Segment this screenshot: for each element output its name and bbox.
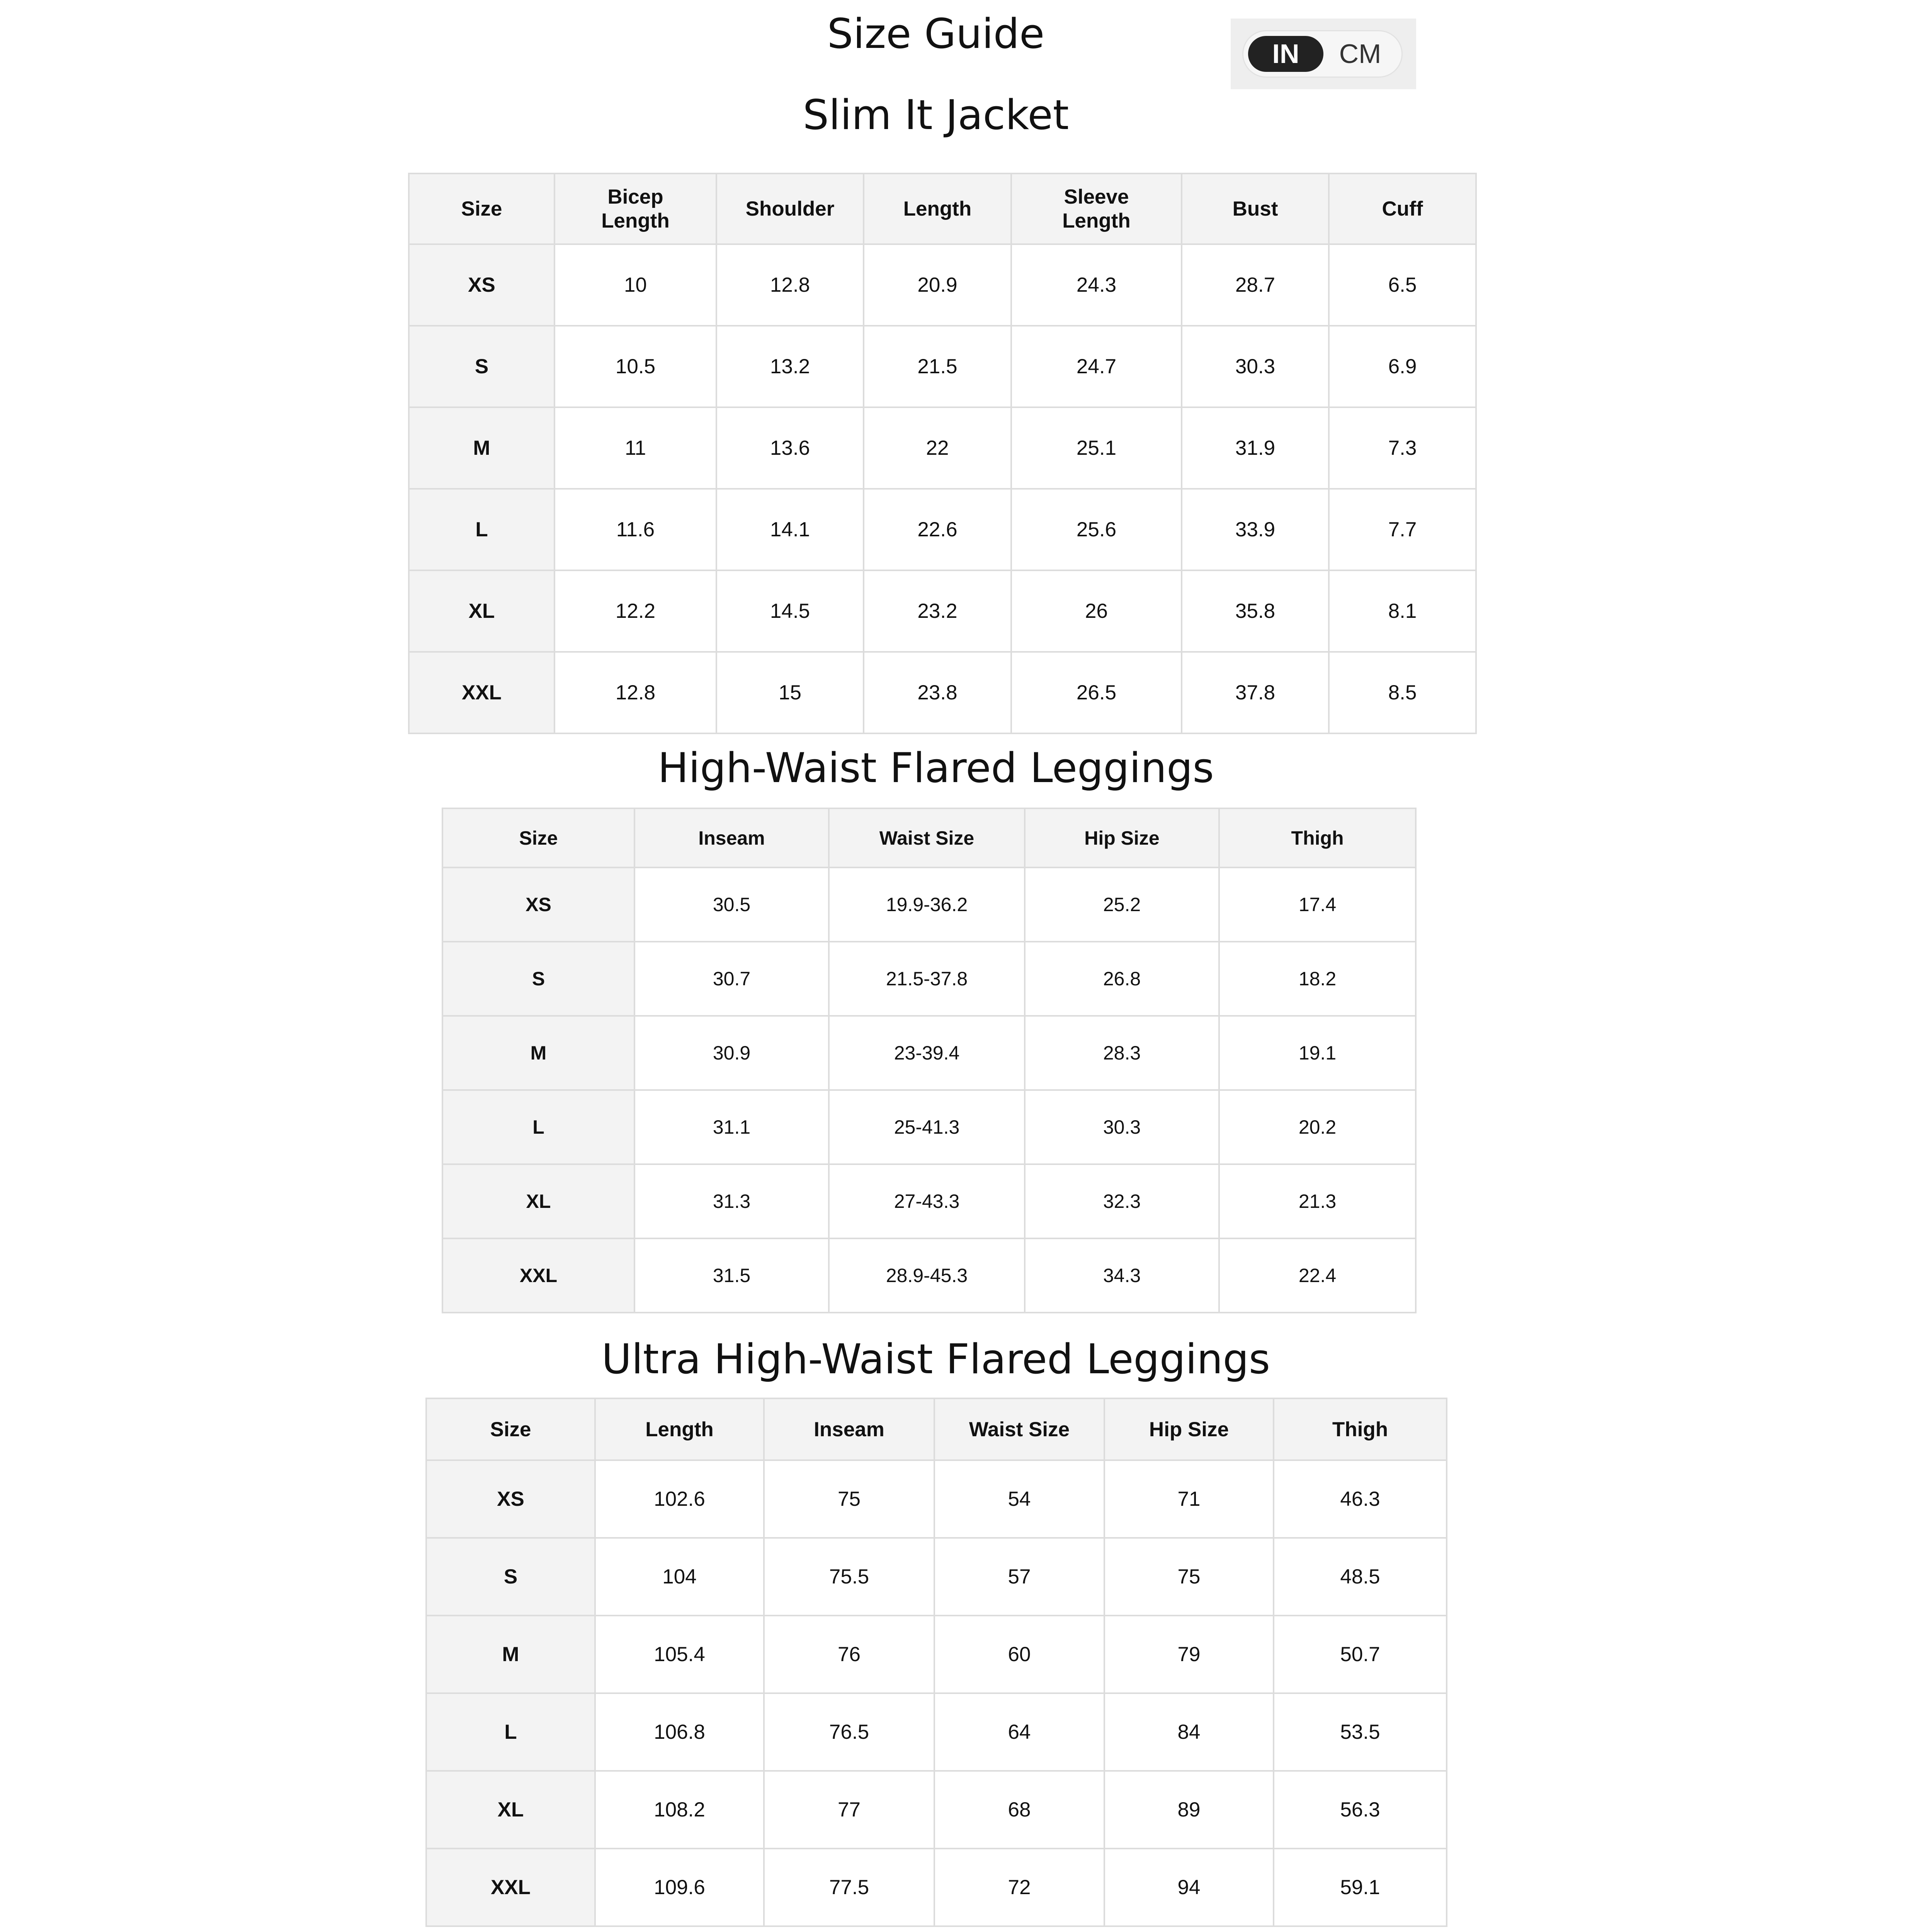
table-cell: 32.3 xyxy=(1025,1164,1219,1238)
table-cell: 18.2 xyxy=(1219,942,1416,1016)
table-cell: 30.5 xyxy=(634,867,829,942)
table-cell: 77 xyxy=(764,1771,934,1849)
unit-toggle xyxy=(1231,19,1416,89)
table-cell: 71 xyxy=(1104,1460,1274,1538)
page-title: Size Guide xyxy=(827,10,1045,58)
table-cell: 15 xyxy=(716,652,864,733)
table-cell: 21.5 xyxy=(864,326,1011,407)
table-cell: 31.9 xyxy=(1182,407,1329,489)
table-cell: 7.7 xyxy=(1329,489,1476,570)
table-row xyxy=(409,407,1476,489)
unit-toggle-track xyxy=(1242,30,1403,78)
column-header: Thigh xyxy=(1219,808,1416,867)
table-cell: 6.5 xyxy=(1329,244,1476,326)
table-cell: 53.5 xyxy=(1274,1693,1447,1771)
table-cell: 22.4 xyxy=(1219,1238,1416,1313)
table-cell: 26.5 xyxy=(1011,652,1182,733)
column-header: Waist Size xyxy=(934,1398,1104,1460)
size-cell: XL xyxy=(409,570,554,652)
column-header: Inseam xyxy=(764,1398,934,1460)
table-cell: 28.9-45.3 xyxy=(829,1238,1025,1313)
column-header: Cuff xyxy=(1329,173,1476,244)
size-cell: XS xyxy=(442,867,634,942)
size-cell: M xyxy=(409,407,554,489)
table-cell: 84 xyxy=(1104,1693,1274,1771)
table-cell: 12.2 xyxy=(554,570,716,652)
table-cell: 28.3 xyxy=(1025,1016,1219,1090)
table-cell: 13.6 xyxy=(716,407,864,489)
table-cell: 24.7 xyxy=(1011,326,1182,407)
table-row xyxy=(409,326,1476,407)
table-cell: 19.9-36.2 xyxy=(829,867,1025,942)
table-cell: 17.4 xyxy=(1219,867,1416,942)
table-cell: 23-39.4 xyxy=(829,1016,1025,1090)
size-cell: XXL xyxy=(409,652,554,733)
column-header: Size xyxy=(409,173,554,244)
column-header-label: Sleeve Length xyxy=(1062,185,1131,232)
table-cell: 25-41.3 xyxy=(829,1090,1025,1164)
table-cell: 22 xyxy=(864,407,1011,489)
table-row xyxy=(426,1616,1447,1693)
table-row xyxy=(442,867,1416,942)
table-row xyxy=(409,570,1476,652)
table-cell: 19.1 xyxy=(1219,1016,1416,1090)
size-cell: XL xyxy=(442,1164,634,1238)
table-cell: 7.3 xyxy=(1329,407,1476,489)
table-cell: 54 xyxy=(934,1460,1104,1538)
table-cell: 10.5 xyxy=(554,326,716,407)
size-cell: S xyxy=(426,1538,595,1616)
table-cell: 105.4 xyxy=(595,1616,764,1693)
column-header xyxy=(1011,173,1182,244)
table-cell: 106.8 xyxy=(595,1693,764,1771)
table-cell: 26 xyxy=(1011,570,1182,652)
table-cell: 30.7 xyxy=(634,942,829,1016)
table-row xyxy=(426,1771,1447,1849)
table-cell: 68 xyxy=(934,1771,1104,1849)
table-cell: 75 xyxy=(1104,1538,1274,1616)
table-header-row xyxy=(409,173,1476,244)
table-cell: 22.6 xyxy=(864,489,1011,570)
table-cell: 12.8 xyxy=(554,652,716,733)
column-header: Hip Size xyxy=(1025,808,1219,867)
table-cell: 76.5 xyxy=(764,1693,934,1771)
table-cell: 35.8 xyxy=(1182,570,1329,652)
table-cell: 79 xyxy=(1104,1616,1274,1693)
table-cell: 31.5 xyxy=(634,1238,829,1313)
table-cell: 25.6 xyxy=(1011,489,1182,570)
column-header-label: Bicep Length xyxy=(601,185,670,232)
table-cell: 26.8 xyxy=(1025,942,1219,1016)
table-cell: 23.8 xyxy=(864,652,1011,733)
size-cell: XXL xyxy=(442,1238,634,1313)
table-cell: 64 xyxy=(934,1693,1104,1771)
table-cell: 20.9 xyxy=(864,244,1011,326)
size-cell: L xyxy=(426,1693,595,1771)
size-cell: M xyxy=(442,1016,634,1090)
table-cell: 21.3 xyxy=(1219,1164,1416,1238)
size-cell: S xyxy=(409,326,554,407)
table-header-row xyxy=(426,1398,1447,1460)
table-row xyxy=(442,1016,1416,1090)
table-cell: 60 xyxy=(934,1616,1104,1693)
table-title-slim-it-jacket: Slim It Jacket xyxy=(803,91,1069,139)
table-cell: 14.5 xyxy=(716,570,864,652)
table-cell: 24.3 xyxy=(1011,244,1182,326)
table-cell: 33.9 xyxy=(1182,489,1329,570)
table-cell: 28.7 xyxy=(1182,244,1329,326)
table-cell: 11.6 xyxy=(554,489,716,570)
table-cell: 76 xyxy=(764,1616,934,1693)
table-cell: 8.5 xyxy=(1329,652,1476,733)
table-row xyxy=(409,652,1476,733)
size-cell: XS xyxy=(409,244,554,326)
table-cell: 75 xyxy=(764,1460,934,1538)
table-cell: 109.6 xyxy=(595,1849,764,1926)
table-cell: 94 xyxy=(1104,1849,1274,1926)
table-cell: 23.2 xyxy=(864,570,1011,652)
table-cell: 72 xyxy=(934,1849,1104,1926)
table-row xyxy=(442,1238,1416,1313)
table-cell: 31.1 xyxy=(634,1090,829,1164)
table-cell: 27-43.3 xyxy=(829,1164,1025,1238)
table-cell: 37.8 xyxy=(1182,652,1329,733)
table-row xyxy=(442,1164,1416,1238)
table-row xyxy=(442,1090,1416,1164)
table-row xyxy=(426,1460,1447,1538)
table-cell: 8.1 xyxy=(1329,570,1476,652)
table-cell: 59.1 xyxy=(1274,1849,1447,1926)
size-table-high-waist-flared-leggings xyxy=(442,808,1417,1313)
column-header xyxy=(554,173,716,244)
table-row xyxy=(426,1693,1447,1771)
size-table-ultra-high-waist-flared-leggings xyxy=(425,1398,1447,1927)
column-header: Inseam xyxy=(634,808,829,867)
column-header: Size xyxy=(426,1398,595,1460)
table-cell: 48.5 xyxy=(1274,1538,1447,1616)
table-cell: 56.3 xyxy=(1274,1771,1447,1849)
size-cell: M xyxy=(426,1616,595,1693)
size-cell: XL xyxy=(426,1771,595,1849)
size-table-slim-it-jacket xyxy=(408,173,1477,734)
table-cell: 30.3 xyxy=(1182,326,1329,407)
unit-cm-button[interactable]: CM xyxy=(1339,39,1381,69)
column-header: Hip Size xyxy=(1104,1398,1274,1460)
table-cell: 75.5 xyxy=(764,1538,934,1616)
size-cell: L xyxy=(409,489,554,570)
column-header: Length xyxy=(864,173,1011,244)
table-cell: 102.6 xyxy=(595,1460,764,1538)
column-header: Waist Size xyxy=(829,808,1025,867)
column-header: Shoulder xyxy=(716,173,864,244)
table-cell: 25.2 xyxy=(1025,867,1219,942)
table-row xyxy=(409,244,1476,326)
size-cell: XXL xyxy=(426,1849,595,1926)
table-cell: 10 xyxy=(554,244,716,326)
table-cell: 77.5 xyxy=(764,1849,934,1926)
table-header-row xyxy=(442,808,1416,867)
table-cell: 13.2 xyxy=(716,326,864,407)
table-cell: 104 xyxy=(595,1538,764,1616)
table-cell: 50.7 xyxy=(1274,1616,1447,1693)
table-title-ultra-high-waist-flared-leggings: Ultra High-Waist Flared Leggings xyxy=(601,1335,1270,1383)
table-cell: 30.3 xyxy=(1025,1090,1219,1164)
table-cell: 11 xyxy=(554,407,716,489)
table-cell: 14.1 xyxy=(716,489,864,570)
table-row xyxy=(409,489,1476,570)
table-cell: 34.3 xyxy=(1025,1238,1219,1313)
table-cell: 46.3 xyxy=(1274,1460,1447,1538)
table-cell: 57 xyxy=(934,1538,1104,1616)
column-header: Bust xyxy=(1182,173,1329,244)
table-cell: 31.3 xyxy=(634,1164,829,1238)
table-cell: 6.9 xyxy=(1329,326,1476,407)
table-cell: 108.2 xyxy=(595,1771,764,1849)
table-cell: 89 xyxy=(1104,1771,1274,1849)
size-cell: L xyxy=(442,1090,634,1164)
column-header: Size xyxy=(442,808,634,867)
table-cell: 25.1 xyxy=(1011,407,1182,489)
table-row xyxy=(442,942,1416,1016)
size-cell: XS xyxy=(426,1460,595,1538)
table-cell: 20.2 xyxy=(1219,1090,1416,1164)
table-cell: 21.5-37.8 xyxy=(829,942,1025,1016)
column-header: Length xyxy=(595,1398,764,1460)
column-header: Thigh xyxy=(1274,1398,1447,1460)
table-row xyxy=(426,1538,1447,1616)
size-cell: S xyxy=(442,942,634,1016)
table-title-high-waist-flared-leggings: High-Waist Flared Leggings xyxy=(658,744,1214,792)
table-row xyxy=(426,1849,1447,1926)
table-cell: 30.9 xyxy=(634,1016,829,1090)
table-cell: 12.8 xyxy=(716,244,864,326)
unit-in-button[interactable]: IN xyxy=(1248,36,1323,72)
